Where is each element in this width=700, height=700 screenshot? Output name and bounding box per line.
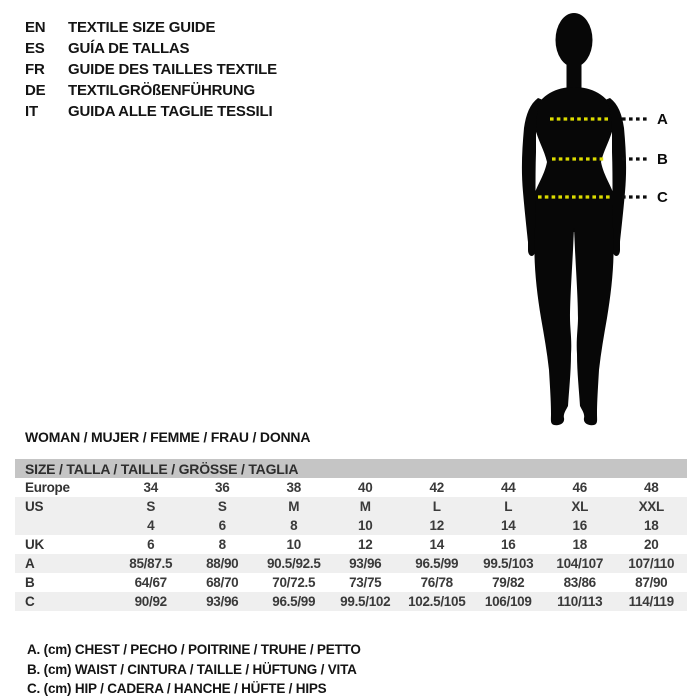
table-cell: 96.5/99 [415, 556, 459, 571]
row-label: UK [25, 537, 44, 552]
table-cell: 34 [143, 480, 158, 495]
row-label: Europe [25, 480, 70, 495]
table-cell: 87/90 [635, 575, 668, 590]
language-code: FR [25, 61, 45, 78]
row-label: A [25, 556, 35, 571]
table-cell: 8 [218, 537, 226, 552]
marker-label-hip: C [657, 189, 668, 206]
table-cell: 110/113 [557, 594, 603, 609]
table-cell: S [146, 499, 156, 514]
table-row [15, 592, 687, 611]
table-row [15, 478, 687, 497]
table-cell: 8 [290, 518, 298, 533]
table-cell: 68/70 [206, 575, 239, 590]
table-row [15, 535, 687, 554]
language-row [25, 38, 277, 59]
table-cell: 83/86 [563, 575, 596, 590]
table-cell: 12 [358, 537, 373, 552]
table-row [15, 573, 687, 592]
table-cell: 10 [358, 518, 373, 533]
table-row [15, 516, 687, 535]
table-cell: 107/110 [628, 556, 675, 571]
language-code: DE [25, 82, 46, 99]
marker-label-chest: A [657, 111, 668, 128]
language-code: IT [25, 103, 38, 120]
table-cell: 16 [501, 537, 516, 552]
section-label-woman: WOMAN / MUJER / FEMME / FRAU / DONNA [25, 429, 311, 445]
language-title: TEXTILGRÖßENFÜHRUNG [68, 82, 256, 99]
language-row [25, 59, 277, 80]
table-cell: 46 [572, 480, 587, 495]
language-code: ES [25, 40, 45, 57]
table-cell: M [288, 499, 300, 514]
table-cell: 93/96 [349, 556, 382, 571]
measurement-legend [27, 640, 361, 699]
language-row [25, 101, 277, 122]
language-title: GUIDA ALLE TAGLIE TESSILI [68, 103, 273, 120]
table-cell: 104/107 [556, 556, 604, 571]
table-cell: 99.5/103 [483, 556, 534, 571]
table-cell: 36 [215, 480, 230, 495]
table-cell: 48 [644, 480, 659, 495]
legend-line: B. (cm) WAIST / CINTURA / TAILLE / HÜFTUNG / VITA [27, 661, 357, 677]
size-figure [490, 10, 700, 430]
language-title: TEXTILE SIZE GUIDE [68, 19, 216, 36]
table-cell: 90.5/92.5 [266, 556, 321, 571]
table-cell: 10 [286, 537, 301, 552]
legend-line: C. (cm) HIP / CADERA / HANCHE / HÜFTE / HIPS [27, 681, 327, 696]
language-title: GUÍA DE TALLAS [68, 40, 190, 57]
table-cell: XXL [638, 499, 664, 514]
size-table [15, 459, 687, 611]
table-cell: 20 [644, 537, 659, 552]
language-code: EN [25, 19, 46, 36]
table-cell: 85/87.5 [129, 556, 173, 571]
table-cell: 106/109 [484, 594, 532, 609]
table-cell: 99.5/102 [340, 594, 391, 609]
table-cell: 18 [572, 537, 587, 552]
table-cell: 114/119 [628, 594, 674, 609]
row-label: B [25, 575, 35, 590]
table-cell: 12 [429, 518, 444, 533]
table-cell: 73/75 [349, 575, 382, 590]
table-row [15, 554, 687, 573]
language-title-list [25, 17, 277, 122]
row-label: C [25, 594, 35, 609]
legend-line: A. (cm) CHEST / PECHO / POITRINE / TRUHE / PETTO [27, 642, 361, 657]
table-cell: 14 [429, 537, 444, 552]
table-cell: 90/92 [134, 594, 167, 609]
table-cell: 96.5/99 [272, 594, 316, 609]
table-header-row [15, 459, 687, 478]
table-cell: 44 [501, 480, 516, 495]
table-cell: S [217, 499, 227, 514]
table-cell: 6 [218, 518, 226, 533]
table-header: SIZE / TALLA / TAILLE / GRÖSSE / TAGLIA [15, 459, 687, 478]
table-cell: 38 [286, 480, 301, 495]
table-cell: XL [571, 499, 589, 514]
language-row [25, 17, 277, 38]
woman-silhouette [522, 13, 626, 425]
table-cell: M [359, 499, 371, 514]
table-cell: L [432, 499, 441, 514]
language-title: GUIDE DES TAILLES TEXTILE [68, 61, 277, 78]
table-cell: 79/82 [492, 575, 525, 590]
marker-label-waist: B [657, 151, 668, 168]
table-cell: 14 [501, 518, 516, 533]
table-row [15, 497, 687, 516]
table-cell: 102.5/105 [408, 594, 466, 609]
table-cell: 76/78 [420, 575, 453, 590]
table-cell: 93/96 [206, 594, 239, 609]
language-row [25, 80, 277, 101]
table-cell: 88/90 [206, 556, 239, 571]
table-cell: 16 [572, 518, 587, 533]
table-cell: 40 [358, 480, 373, 495]
table-cell: 70/72.5 [272, 575, 316, 590]
table-cell: 18 [644, 518, 659, 533]
table-cell: 4 [147, 518, 155, 533]
table-cell: L [504, 499, 513, 514]
table-cell: 64/67 [134, 575, 167, 590]
table-cell: 6 [147, 537, 155, 552]
row-label [15, 516, 115, 535]
row-label: US [25, 499, 44, 514]
table-cell: 42 [429, 480, 444, 495]
